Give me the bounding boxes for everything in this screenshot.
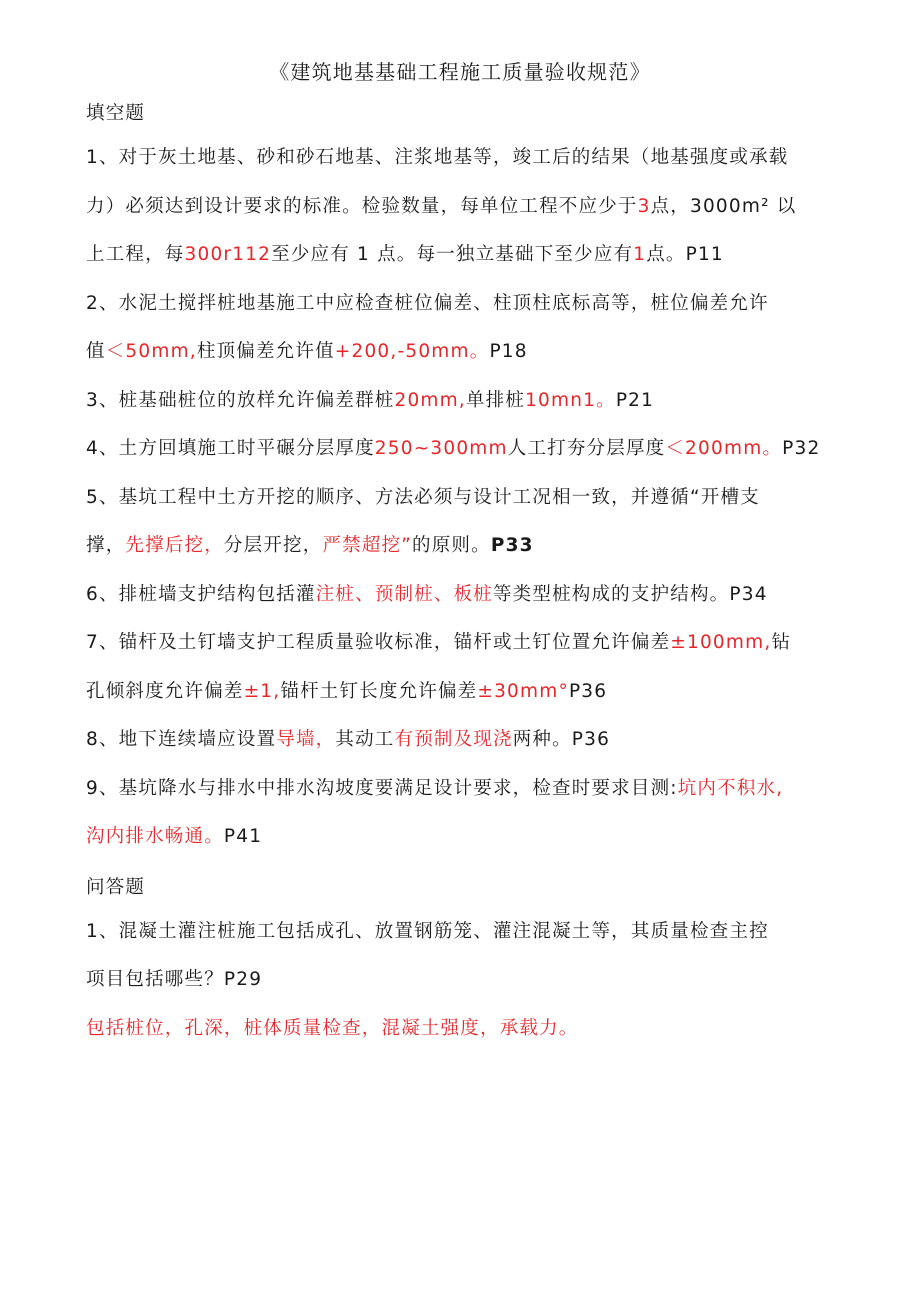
question-line: 9、基坑降水与排水中排水沟坡度要满足设计要求，检查时要求目测:坑内不积水, xyxy=(86,777,784,799)
answer-text: ±100mm, xyxy=(670,632,772,653)
question-line: 7、锚杆及土钉墙支护工程质量验收标准，锚杆或土钉位置允许偏差±100mm,钻 xyxy=(86,632,792,653)
answer-text: 有预制及现浇 xyxy=(394,729,513,750)
answer-text: 20mm, xyxy=(394,389,466,411)
question-line: 孔倾斜度允许偏差±1,锚杆土钉长度允许偏差±30mm°P36 xyxy=(86,680,608,702)
answer-text: +200,-50mm。 xyxy=(334,341,490,362)
answer-text: 导墙， xyxy=(276,729,336,750)
question-line: 沟内排水畅通。P41 xyxy=(86,826,263,847)
question-5 xyxy=(86,474,860,571)
question-line: 2、水泥土搅拌桩地基施工中应检查桩位偏差、柱顶柱底标高等，桩位偏差允许 xyxy=(86,292,769,314)
question-9 xyxy=(86,765,860,862)
question-line: 5、基坑工程中土方开挖的顺序、方法必须与设计工况相一致，并遵循“开槽支 xyxy=(86,486,760,508)
answer-text: 沟内排水畅通。 xyxy=(86,826,224,847)
answer-text: 包括桩位，孔深，桩体质量检查，混凝土强度，承载力。 xyxy=(86,1017,579,1039)
question-6: 6、排桩墙支护结构包括灌注桩、预制桩、板桩等类型桩构成的支护结构。P34 xyxy=(86,583,768,605)
question-4: 4、土方回填施工时平碾分层厚度250~300mm人工打夯分层厚度＜200mm。P32 xyxy=(86,438,821,459)
answer-text: 严禁超挖” xyxy=(322,535,413,556)
page-ref: P33 xyxy=(490,535,534,556)
question-2 xyxy=(86,280,860,377)
question-8: 8、地下连续墙应设置导墙，其动工有预制及现浇两种。P36 xyxy=(86,729,611,750)
answer-text: 坑内不积水, xyxy=(677,777,784,799)
question-line: 项目包括哪些？P29 xyxy=(86,969,263,990)
answer-text: 先撑后挖， xyxy=(125,535,224,556)
question-line: 1、对于灰土地基、砂和砂石地基、注浆地基等，竣工后的结果（地基强度或承载 xyxy=(86,147,789,168)
question-1 xyxy=(86,134,860,280)
question-line: 1、混凝土灌注桩施工包括成孔、放置钢筋笼、灌注混凝土等，其质量检查主控 xyxy=(86,920,769,942)
question-line: 力）必须达到设计要求的标准。检验数量，每单位工程不应少于3点，3000m² 以 xyxy=(86,195,797,217)
answer-text: ±30mm° xyxy=(477,680,569,702)
answer-text: 1 xyxy=(633,244,647,265)
question-3: 3、桩基础桩位的放样允许偏差群桩20mm,单排桩10mn1。P21 xyxy=(86,389,655,411)
answer-text: 300r112 xyxy=(184,244,272,265)
answer-text: 3 xyxy=(637,195,651,217)
answer-text: 10mn1。 xyxy=(525,389,616,411)
section-heading-fill-blank: 填空题 xyxy=(86,103,146,124)
qa-question-1 xyxy=(86,908,860,1054)
question-line: 撑，先撑后挖，分层开挖，严禁超挖”的原则。P33 xyxy=(86,535,534,556)
answer-text: 250~300mm xyxy=(374,438,508,459)
answer-text: ＜50mm, xyxy=(105,341,197,362)
question-7 xyxy=(86,619,860,716)
answer-text: ±1, xyxy=(243,680,281,702)
question-line: 值＜50mm,柱顶偏差允许值+200,-50mm。P18 xyxy=(86,341,528,362)
question-line: 上工程，每300r112至少应有 1 点。每一独立基础下至少应有1点。P11 xyxy=(86,244,724,265)
answer-text: 注桩、预制桩、板桩 xyxy=(315,583,493,605)
page-title: 《建筑地基基础工程施工质量验收规范》 xyxy=(269,60,651,84)
section-heading-qa: 问答题 xyxy=(86,876,146,898)
answer-text: ＜200mm。 xyxy=(665,438,783,459)
